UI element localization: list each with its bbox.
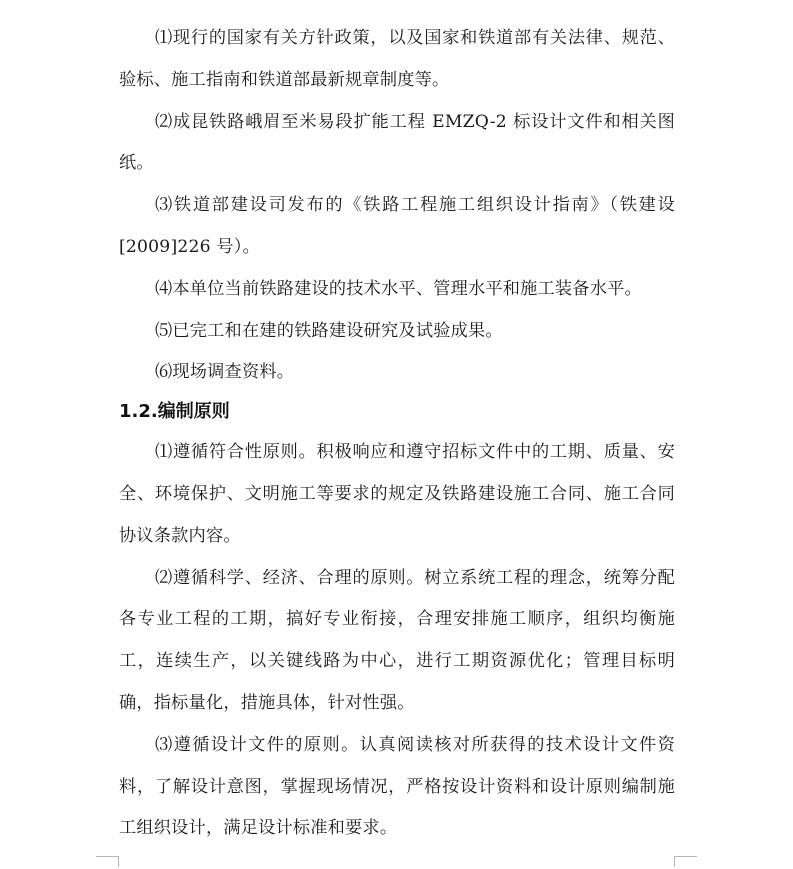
- principle-paragraph-1: ⑴遵循符合性原则。积极响应和遵守招标文件中的工期、质量、安全、环境保护、文明施工等要求的规定及铁路建设施工合同、施工合同协议条款内容。: [119, 442, 675, 546]
- basis-paragraph-3: ⑶铁道部建设司发布的《铁路工程施工组织设计指南》（铁建设[2009]226 号）。: [119, 195, 675, 257]
- section-heading: 1.2.编制原则: [119, 401, 230, 423]
- basis-paragraph-4: ⑷本单位当前铁路建设的技术水平、管理水平和施工装备水平。: [155, 278, 642, 299]
- basis-paragraph-5: ⑸已完工和在建的铁路建设研究及试验成果。: [155, 320, 503, 341]
- margin-corner-mark-right: [674, 856, 697, 867]
- document-body: [119, 18, 675, 850]
- basis-paragraph-1: ⑴现行的国家有关方针政策，以及国家和铁道部有关法律、规范、验标、施工指南和铁道部最新规章制度等。: [119, 28, 675, 90]
- basis-paragraph-6: ⑹现场调查资料。: [155, 362, 295, 383]
- margin-corner-mark-left: [96, 856, 119, 867]
- principle-paragraph-3: ⑶遵循设计文件的原则。认真阅读核对所获得的技术设计文件资料，了解设计意图，掌握现场情况，严格按设计资料和设计原则编制施工组织设计，满足设计标准和要求。: [119, 734, 675, 839]
- principle-paragraph-2: ⑵遵循科学、经济、合理的原则。树立系统工程的理念，统筹分配各专业工程的工期，搞好专业衔接，合理安排施工顺序，组织均衡施工，连续生产，以关键线路为中心，进行工期资源优化；管理目标明确，指标量化，措施具体，针对性强。: [119, 567, 675, 713]
- basis-paragraph-2: ⑵成昆铁路峨眉至米易段扩能工程 EMZQ-2 标设计文件和相关图纸。: [119, 111, 675, 174]
